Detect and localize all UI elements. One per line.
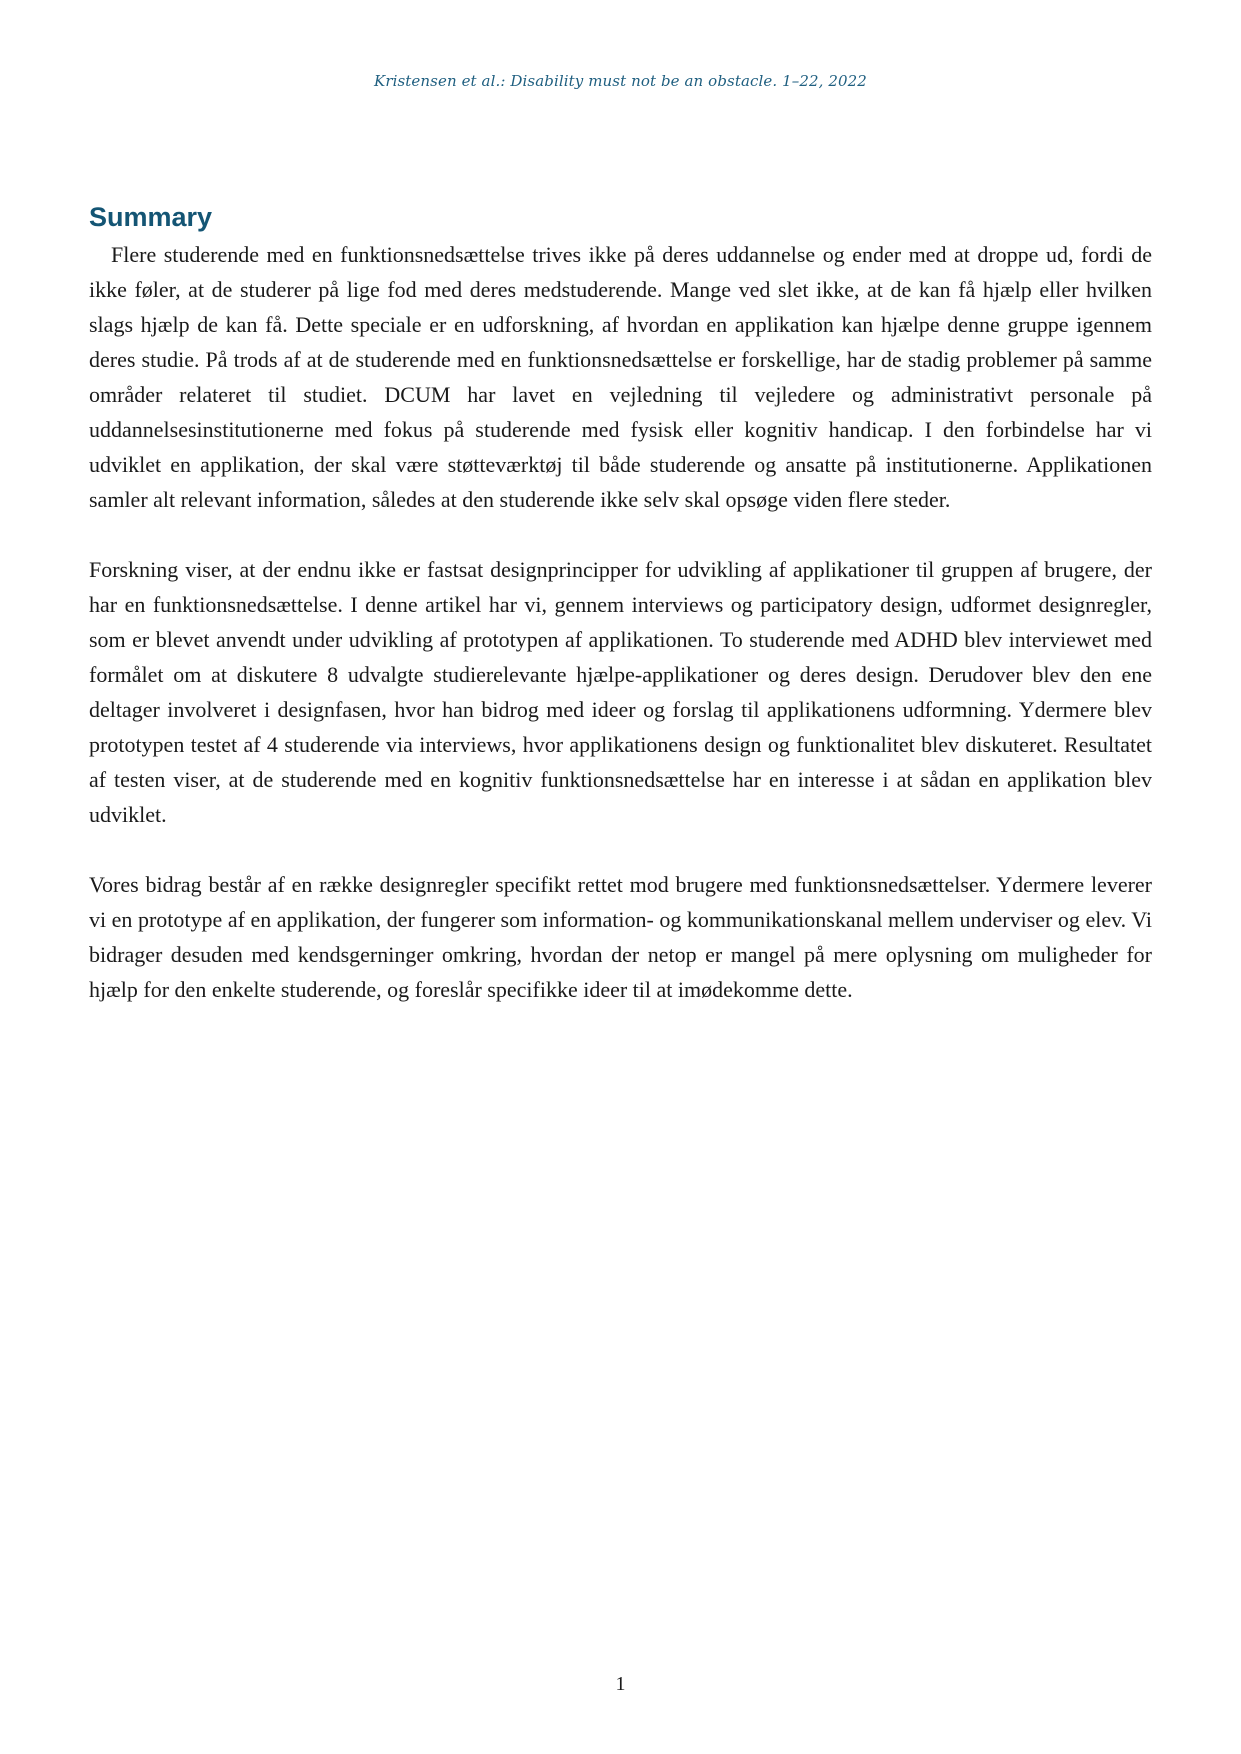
summary-paragraph-1: Flere studerende med en funktionsnedsættelse trives ikke på deres uddannelse og ender med at droppe ud, fordi de ikke føler, at de studerer på lige fod med deres medstuderende. Mange ved slet ikke, at de kan få hjælp eller hvilken slags hjælp de kan få. Dette speciale er en udforskning, af hvordan en applikation kan hjælpe denne gruppe igennem deres studie. På trods af at de studerende med en funktionsnedsættelse er forskellige, har de stadig problemer på samme områder relateret til studiet. DCUM har lavet en vejledning til vejledere og administrativt personale på uddannelsesinstitutionerne med fokus på studerende med fysisk eller kognitiv handicap. I den forbindelse har vi udviklet en applikation, der skal være støtteværktøj til både studerende og ansatte på institutionerne. Applikationen samler alt relevant information, således at den studerende ikke selv skal opsøge viden flere steder.	[89, 242, 1152, 512]
section-title: Summary	[89, 202, 213, 232]
summary-paragraph-2: Forskning viser, at der endnu ikke er fastsat designprincipper for udvikling af applikationer til gruppen af brugere, der har en funktionsnedsættelse. I denne artikel har vi, gennem interviews og participatory design, udformet designregler, som er blevet anvendt under udvikling af prototypen af applikationen. To studerende med ADHD blev interviewet med formålet om at diskutere 8 udvalgte studierelevante hjælpe-applikationer og deres design. Derudover blev den ene deltager involveret i designfasen, hvor han bidrog med ideer og forslag til applikationens udformning. Ydermere blev prototypen testet af 4 studerende via interviews, hvor applikationens design og funktionalitet blev diskuteret. Resultatet af testen viser, at de studerende med en kognitiv funktionsnedsættelse har en interesse i at sådan en applikation blev udviklet.	[89, 557, 1152, 827]
running-header: Kristensen et al.: Disability must not be an obstacle. 1–22, 2022	[374, 72, 867, 90]
page-number: 1	[615, 1673, 626, 1695]
summary-section	[89, 200, 1152, 1007]
summary-paragraph-3: Vores bidrag består af en række designregler specifikt rettet mod brugere med funktionsnedsættelser. Ydermere leverer vi en prototype af en applikation, der fungerer som information- og kommunikationskanal mellem underviser og elev. Vi bidrager desuden med kendsgerninger omkring, hvordan der netop er mangel på mere oplysning om muligheder for hjælp for den enkelte studerende, og foreslår specifikke ideer til at imødekomme dette.	[89, 872, 1152, 1002]
